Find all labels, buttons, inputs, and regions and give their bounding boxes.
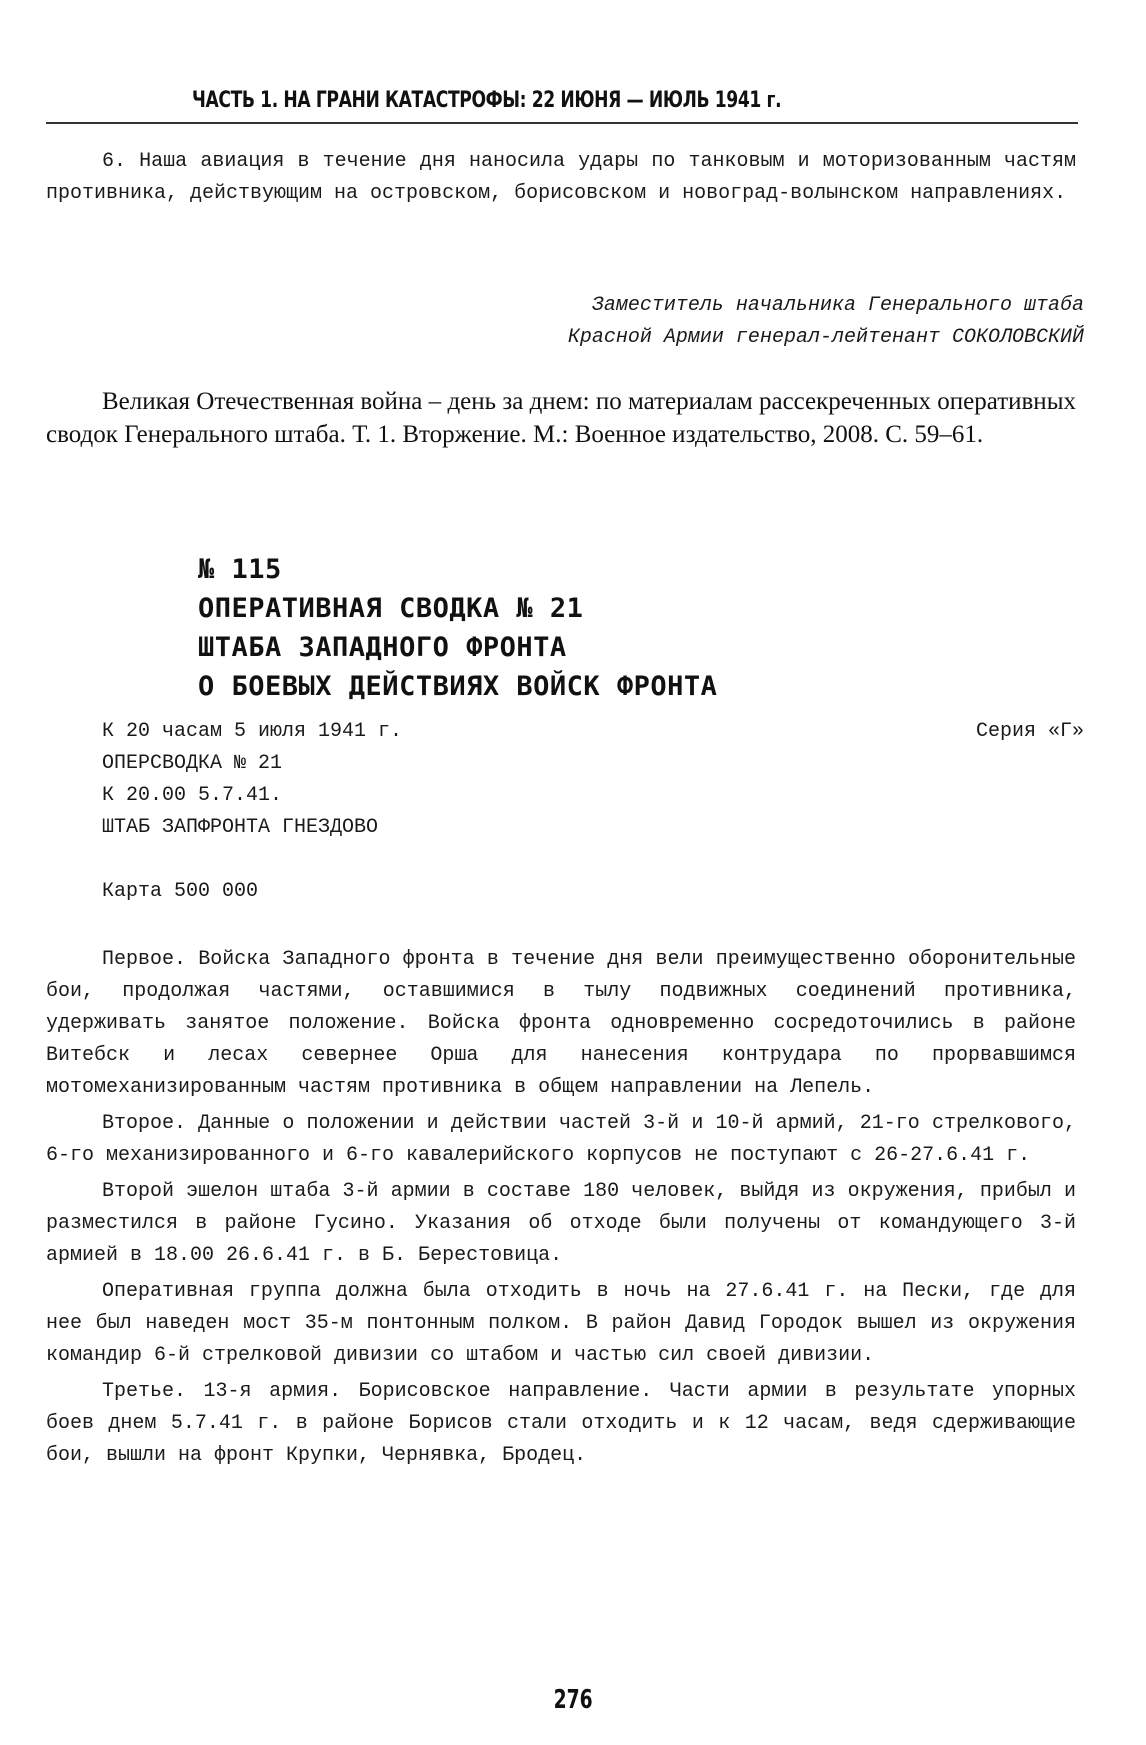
paragraph: Второе. Данные о положении и действии частей 3-й и 10-й армий, 21-го стрелкового, 6-го механизированного и 6-го кавалерийского корпусов не поступают с 26-27.6.41 г. xyxy=(46,1112,1076,1167)
header-line: ОПЕРСВОДКА № 21 xyxy=(102,752,283,775)
running-head: ЧАСТЬ 1. НА ГРАНИ КАТАСТРОФЫ: 22 ИЮНЯ — ИЮЛЬ 1941 г. xyxy=(192,88,782,113)
header-line: К 20.00 5.7.41. xyxy=(102,784,283,807)
header-line: К 20 часам 5 июля 1941 г. xyxy=(102,720,403,743)
title-line: ОПЕРАТИВНАЯ СВОДКА № 21 xyxy=(198,593,584,624)
paragraph: Оперативная группа должна была отходить в ночь на 27.6.41 г. на Пески, где для нее был наведен мост 35-м понтонным полком. В район Давид Городок вышел из окружения командир 6-й стрелковой дивизии со штабом и частью сил своей дивизии. xyxy=(46,1280,1076,1367)
paragraph: Третье. 13-я армия. Борисовское направление. Части армии в результате упорных боев днем 5.7.41 г. в районе Борисов стали отходить и к 12 часам, ведя сдерживающие бои, вышли на фронт Крупки, Чернявка, Бродец. xyxy=(46,1380,1076,1467)
source-citation: Великая Отечественная война – день за днем: по материалам рассекреченных оперативных сводок Генерального штаба. Т. 1. Вторжение. М.: Военное издательство, 2008. С. 59–61. xyxy=(46,388,1076,448)
paragraph: Второй эшелон штаба 3-й армии в составе 180 человек, выйдя из окружения, прибыл и разместился в районе Гусино. Указания об отходе были получены от командующего 3-й армией в 18.00 26.6.41 г. в Б. Берестовица. xyxy=(46,1180,1076,1267)
page-number: 276 xyxy=(553,1685,593,1715)
header-rule xyxy=(46,122,1078,124)
document-title xyxy=(198,550,717,706)
signature-line: Заместитель начальника Генерального штаба xyxy=(591,294,1084,317)
paragraph-6: 6. Наша авиация в течение дня наносила удары по танковым и моторизованным частям противника, действующим на островском, борисовском и новоград-волынском направлениях. xyxy=(46,150,1076,205)
paragraph: Первое. Войска Западного фронта в течение дня вели преимущественно оборонительные бои, продолжая частями, оставшимися в тылу подвижных соединений противника, удерживать занятое положение. Войска фронта одновременно сосредоточились в районе Витебск и лесах севернее Орша для нанесения контрудара по прорвавшимся мотомеханизированным частям противника в общем направлении на Лепель. xyxy=(46,948,1076,1099)
report-body xyxy=(46,944,1076,1472)
map-line: Карта 500 000 xyxy=(102,880,259,903)
header-line: ШТАБ ЗАПФРОНТА ГНЕЗДОВО xyxy=(102,816,379,839)
series-label: Серия «Г» xyxy=(975,720,1084,743)
signature-block xyxy=(568,290,1084,354)
signature-line: Красной Армии генерал-лейтенант СОКОЛОВСКИЙ xyxy=(567,326,1084,349)
document-number: № 115 xyxy=(198,554,282,585)
title-line: О БОЕВЫХ ДЕЙСТВИЯХ ВОЙСК ФРОНТА xyxy=(198,671,718,702)
title-line: ШТАБА ЗАПАДНОГО ФРОНТА xyxy=(198,632,567,663)
